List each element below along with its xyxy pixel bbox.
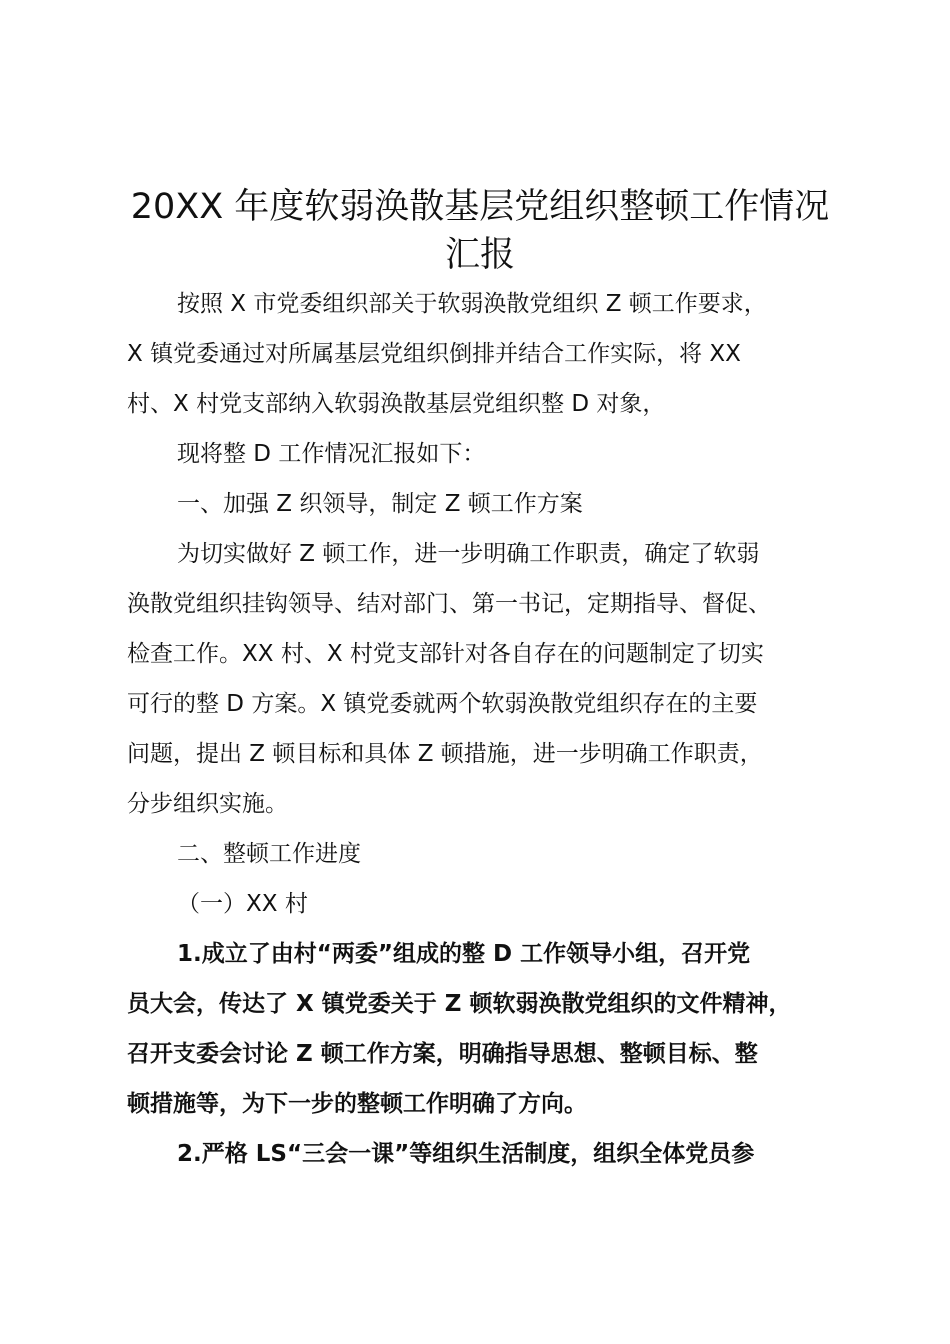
body-line: 1.成立了由村“两委”组成的整 D 工作领导小组，召开党 <box>177 941 751 967</box>
body-line: 二、整顿工作进度 <box>177 841 361 867</box>
document-title-line-2: 汇报 <box>444 235 515 275</box>
document-title-line-1: 20XX 年度软弱涣散基层党组织整顿工作情况 <box>130 187 830 227</box>
body-line: 顿措施等，为下一步的整顿工作明确了方向。 <box>127 1091 587 1117</box>
body-line: 现将整 D 工作情况汇报如下： <box>177 441 486 467</box>
body-line: （一）XX 村 <box>177 891 308 917</box>
body-line: 员大会，传达了 X 镇党委关于 Z 顿软弱涣散党组织的文件精神， <box>127 991 792 1017</box>
body-line: 村、X 村党支部纳入软弱涣散基层党组织整 D 对象， <box>127 391 666 417</box>
body-line: 一、加强 Z 织领导，制定 Z 顿工作方案 <box>177 491 583 517</box>
body-line: 检查工作。XX 村、X 村党支部针对各自存在的问题制定了切实 <box>127 641 764 667</box>
body-line: 涣散党组织挂钩领导、结对部门、第一书记，定期指导、督促、 <box>127 591 771 617</box>
body-line: 分步组织实施。 <box>127 791 288 817</box>
body-line: 可行的整 D 方案。X 镇党委就两个软弱涣散党组织存在的主要 <box>127 691 758 717</box>
body-line: 为切实做好 Z 顿工作，进一步明确工作职责，确定了软弱 <box>177 541 760 567</box>
body-line: 问题，提出 Z 顿目标和具体 Z 顿措施，进一步明确工作职责， <box>127 741 763 767</box>
body-line: 按照 X 市党委组织部关于软弱涣散党组织 Z 顿工作要求， <box>177 291 767 317</box>
body-line: 召开支委会讨论 Z 顿工作方案，明确指导思想、整顿目标、整 <box>127 1041 758 1067</box>
body-line: 2.严格 LS“三会一课”等组织生活制度，组织全体党员参 <box>177 1141 755 1167</box>
body-line: X 镇党委通过对所属基层党组织倒排并结合工作实际，将 XX <box>127 341 741 367</box>
